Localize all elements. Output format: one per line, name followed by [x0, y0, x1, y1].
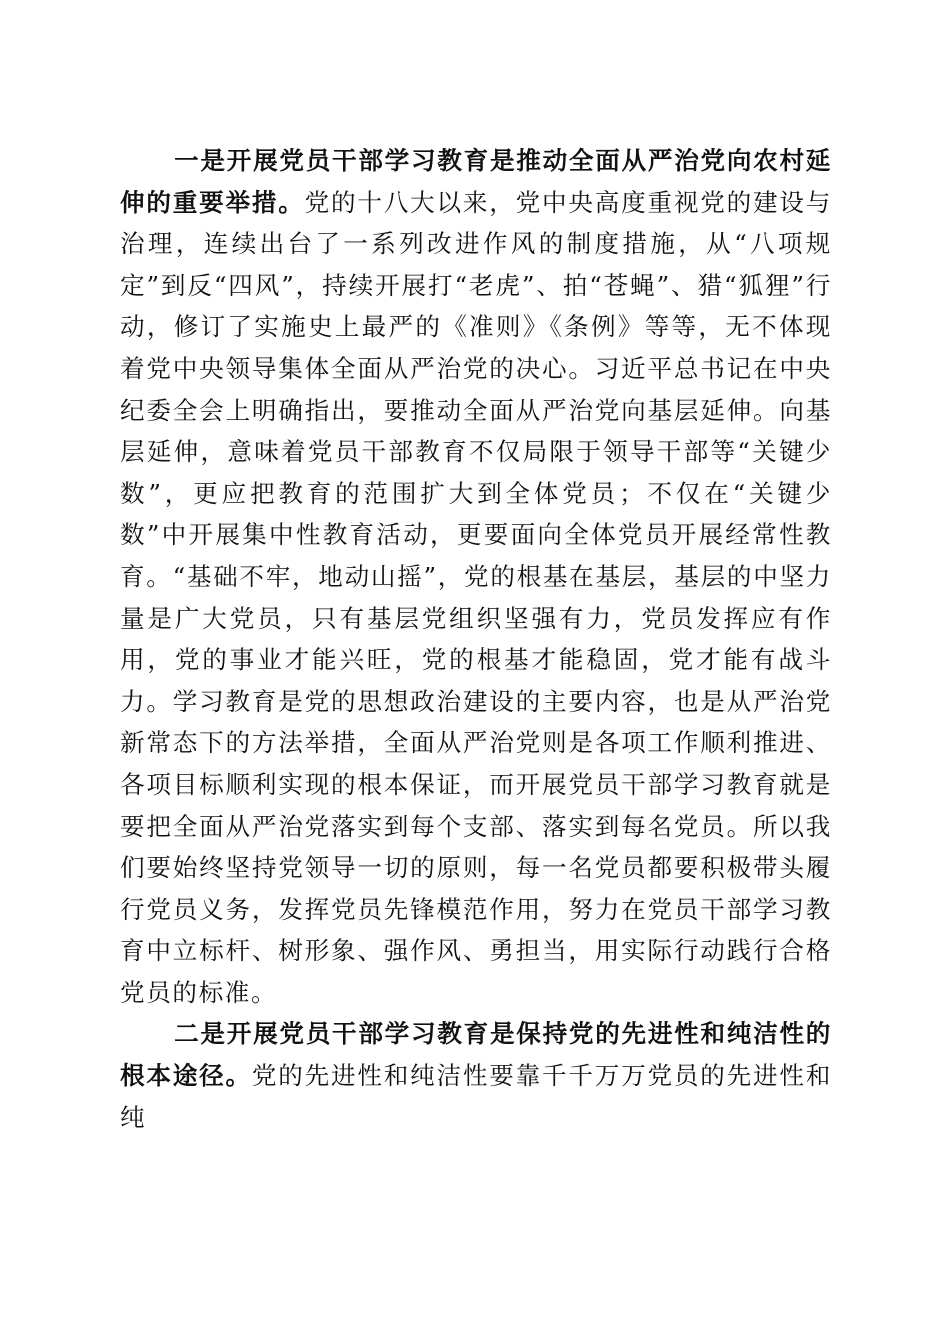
- paragraph-2-heading: 二是开展党员干部学习教育是保持党的先进性和纯洁性的根本途径。: [120, 1019, 832, 1091]
- paragraph-2: [120, 1013, 832, 1138]
- paragraph-1: [120, 140, 832, 1013]
- paragraph-1-heading: 一是开展党员干部学习教育是推动全面从严治党向农村延伸的重要举措。: [120, 146, 832, 217]
- paragraph-2-text: 党的先进性和纯洁性要靠千千万万党员的先进性和纯: [120, 1061, 832, 1132]
- paragraph-1-text: 党的十八大以来，党中央高度重视党的建设与治理，连续出台了一系列改进作风的制度措施，从“八项规定”到反“四风”，持续开展打“老虎”、拍“苍蝇”、猎“狐狸”行动，修订了实施史上最严的《准则》《条例》等等，无不体现着党中央领导集体全面从严治党的决心。习近平总书记在中央纪委全会上明确指出，要推动全面从严治党向基层延伸。向基层延伸，意味着党员干部教育不仅局限于领导干部等“关键少数”，更应把教育的范围扩大到全体党员；不仅在“关键少数”中开展集中性教育活动，更要面向全体党员开展经常性教育。“基础不牢，地动山摇”，党的根基在基层，基层的中坚力量是广大党员，只有基层党组织坚强有力，党员发挥应有作用，党的事业才能兴旺，党的根基才能稳固，党才能有战斗力。学习教育是党的思想政治建设的主要内容，也是从严治党新常态下的方法举措，全面从严治党则是各项工作顺利推进、各项目标顺利实现的根本保证，而开展党员干部学习教育就是要把全面从严治党落实到每个支部、落实到每名党员。所以我们要始终坚持党领导一切的原则，每一名党员都要积极带头履行党员义务，发挥党员先锋模范作用，努力在党员干部学习教育中立标杆、树形象、强作风、勇担当，用实际行动践行合格党员的标准。: [120, 187, 832, 1007]
- document-body: [120, 140, 832, 1138]
